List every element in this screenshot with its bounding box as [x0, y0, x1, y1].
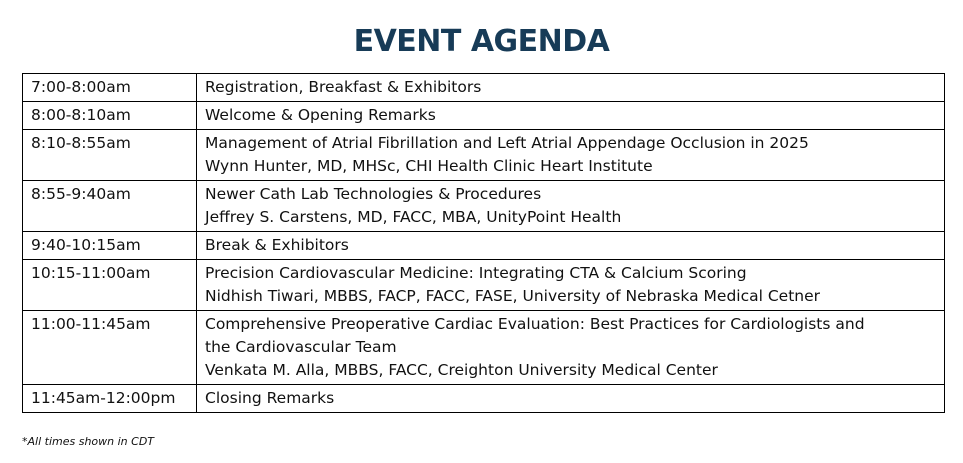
session-time: 8:55-9:40am — [23, 181, 197, 232]
session-time: 7:00-8:00am — [23, 74, 197, 102]
session-time: 9:40-10:15am — [23, 232, 197, 260]
session-speaker: Venkata M. Alla, MBBS, FACC, Creighton University Medical Center — [205, 361, 718, 379]
table-row — [23, 74, 945, 102]
table-row — [23, 181, 945, 232]
table-row — [23, 130, 945, 181]
session-title: Newer Cath Lab Technologies & Procedures — [205, 185, 542, 203]
session-speaker: Nidhish Tiwari, MBBS, FACP, FACC, FASE, University of Nebraska Medical Cetner — [205, 287, 821, 305]
table-row — [23, 311, 945, 385]
session-title: Precision Cardiovascular Medicine: Integrating CTA & Calcium Scoring — [205, 264, 747, 282]
session-description — [197, 232, 945, 260]
table-row — [23, 102, 945, 130]
session-speaker: Jeffrey S. Carstens, MD, FACC, MBA, UnityPoint Health — [205, 208, 622, 226]
session-time: 8:00-8:10am — [23, 102, 197, 130]
table-row — [23, 385, 945, 413]
session-description — [197, 74, 945, 102]
session-title-continued: the Cardiovascular Team — [205, 338, 397, 356]
session-description — [197, 260, 945, 311]
session-time: 8:10-8:55am — [23, 130, 197, 181]
session-time: 10:15-11:00am — [23, 260, 197, 311]
session-description — [197, 385, 945, 413]
session-title: Comprehensive Preoperative Cardiac Evaluation: Best Practices for Cardiologists and — [205, 315, 865, 333]
timezone-footnote: *All times shown in CDT — [22, 435, 155, 448]
table-row — [23, 232, 945, 260]
session-description — [197, 130, 945, 181]
session-speaker: Wynn Hunter, MD, MHSc, CHI Health Clinic Heart Institute — [205, 157, 653, 175]
session-description — [197, 181, 945, 232]
page-title: EVENT AGENDA — [353, 24, 610, 59]
session-title: Registration, Breakfast & Exhibitors — [205, 78, 482, 96]
session-description — [197, 311, 945, 385]
session-title: Break & Exhibitors — [205, 236, 349, 254]
session-title: Welcome & Opening Remarks — [205, 106, 436, 124]
session-title: Closing Remarks — [205, 389, 335, 407]
session-time: 11:45am-12:00pm — [23, 385, 197, 413]
session-time: 11:00-11:45am — [23, 311, 197, 385]
agenda-table — [22, 73, 945, 413]
table-row — [23, 260, 945, 311]
session-title: Management of Atrial Fibrillation and Left Atrial Appendage Occlusion in 2025 — [205, 134, 809, 152]
session-description — [197, 102, 945, 130]
